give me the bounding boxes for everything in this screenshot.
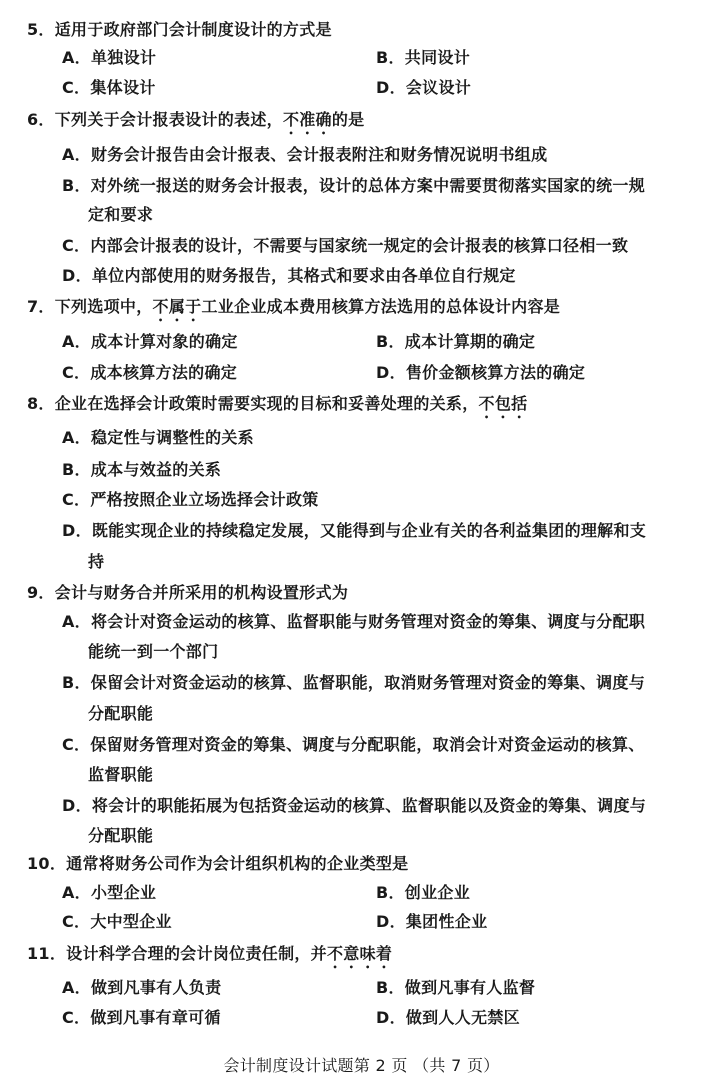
emphasized-text: 不属于	[152, 297, 202, 316]
option-c: C．内部会计报表的设计，不需要与国家统一规定的会计报表的核算口径相一致	[62, 236, 629, 255]
option-a: A．成本计算对象的确定	[62, 332, 238, 351]
option-a-continued: 能统一到一个部门	[88, 642, 219, 661]
option-a: A．单独设计	[62, 48, 157, 67]
option-d: D．做到人人无禁区	[376, 1008, 520, 1027]
option-d-continued: 持	[88, 552, 105, 571]
stem-text: 6．下列关于会计报表设计的表述，	[27, 110, 283, 129]
option-c: C．大中型企业	[62, 912, 172, 931]
option-b: B．创业企业	[376, 883, 470, 902]
option-c: C．集体设计	[62, 78, 156, 97]
option-b: B．保留会计对资金运动的核算、监督职能，取消财务管理对资金的筹集、调度与	[62, 673, 645, 692]
option-a: A．将会计对资金运动的核算、监督职能与财务管理对资金的筹集、调度与分配职	[62, 612, 646, 631]
option-d: D．既能实现企业的持续稳定发展，又能得到与企业有关的各利益集团的理解和支	[62, 521, 647, 540]
option-c: C．成本核算方法的确定	[62, 363, 238, 382]
question-stem: 10．通常将财务公司作为会计组织机构的企业类型是	[27, 854, 409, 873]
stem-text: 工业企业成本费用核算方法选用的总体设计内容是	[201, 297, 561, 316]
stem-text: 的是	[331, 110, 365, 129]
option-d: D．集团性企业	[376, 912, 488, 931]
question-stem	[27, 394, 527, 422]
option-a: A．财务会计报告由会计报表、会计报表附注和财务情况说明书组成	[62, 145, 548, 164]
option-b: B．成本与效益的关系	[62, 460, 222, 479]
question-stem: 9．会计与财务合并所采用的机构设置形式为	[27, 583, 349, 602]
option-c: C．做到凡事有章可循	[62, 1008, 221, 1027]
emphasized-text: 不意味着	[326, 944, 393, 963]
stem-text: 11．设计科学合理的会计岗位责任制，并	[27, 944, 327, 963]
option-a: A．稳定性与调整性的关系	[62, 428, 254, 447]
question-stem	[27, 944, 392, 972]
stem-text: 8．企业在选择会计政策时需要实现的目标和妥善处理的关系，	[27, 394, 479, 413]
option-c: C．严格按照企业立场选择会计政策	[62, 490, 319, 509]
question-stem	[27, 297, 560, 325]
option-a: A．做到凡事有人负责	[62, 978, 222, 997]
option-d: D．会议设计	[376, 78, 472, 97]
option-b-continued: 分配职能	[88, 704, 154, 723]
option-d: D．售价金额核算方法的确定	[376, 363, 586, 382]
option-d: D．将会计的职能拓展为包括资金运动的核算、监督职能以及资金的筹集、调度与	[62, 796, 647, 815]
option-b-continued: 定和要求	[88, 205, 154, 224]
question-stem: 5．适用于政府部门会计制度设计的方式是	[27, 20, 332, 39]
emphasized-text: 不包括	[478, 394, 528, 413]
option-c-continued: 监督职能	[88, 765, 154, 784]
emphasized-text: 不准确	[282, 110, 332, 129]
question-stem	[27, 110, 364, 138]
option-b: B．共同设计	[376, 48, 470, 67]
option-d: D．单位内部使用的财务报告，其格式和要求由各单位自行规定	[62, 266, 516, 285]
stem-text: 7．下列选项中，	[27, 297, 153, 316]
option-b: B．做到凡事有人监督	[376, 978, 536, 997]
option-b: B．对外统一报送的财务会计报表，设计的总体方案中需要贯彻落实国家的统一规	[62, 176, 645, 195]
option-a: A．小型企业	[62, 883, 157, 902]
option-c: C．保留财务管理对资金的筹集、调度与分配职能，取消会计对资金运动的核算、	[62, 735, 645, 754]
option-d-continued: 分配职能	[88, 826, 154, 845]
page-footer: 会计制度设计试题第 2 页 （共 7 页）	[223, 1056, 500, 1075]
option-b: B．成本计算期的确定	[376, 332, 536, 351]
